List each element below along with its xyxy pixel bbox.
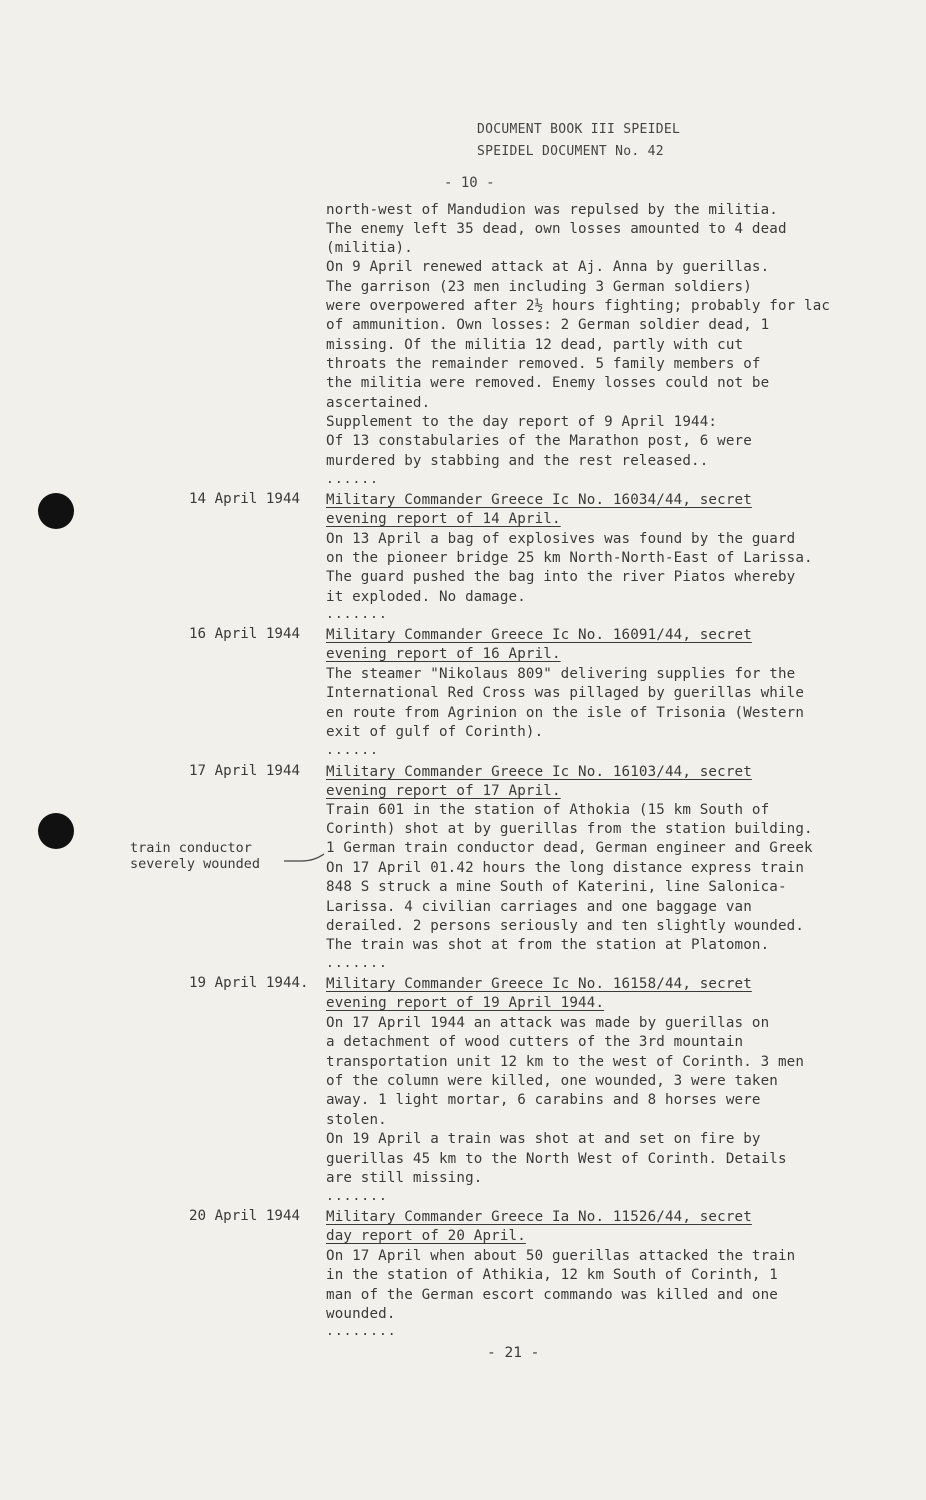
text-line: exit of gulf of Corinth). xyxy=(326,724,544,740)
text-line: transportation unit 12 km to the west of Corinth. 3 men xyxy=(326,1054,805,1070)
entry-date: 19 April 1944. xyxy=(189,975,309,991)
document-number-header: SPEIDEL DOCUMENT No. 42 xyxy=(477,144,664,159)
text-line: murdered by stabbing and the rest released.. xyxy=(326,453,709,469)
text-line: were overpowered after 2½ hours fighting; probably for lac xyxy=(326,298,831,314)
entry-reference: Military Commander Greece Ic No. 16034/44, secret xyxy=(326,492,752,508)
text-line: The guard pushed the bag into the river Piatos whereby xyxy=(326,569,796,585)
text-line: On 13 April a bag of explosives was found by the guard xyxy=(326,531,796,547)
margin-annotation: severely wounded xyxy=(130,856,261,872)
text-line: Train 601 in the station of Athokia (15 km South of xyxy=(326,802,770,818)
text-line: man of the German escort commando was killed and one xyxy=(326,1287,778,1303)
page-number: - 10 - xyxy=(444,175,495,191)
entry-reference: Military Commander Greece Ic No. 16158/44, secret xyxy=(326,976,752,992)
entry-date: 20 April 1944 xyxy=(189,1208,301,1224)
separator-dots: ....... xyxy=(326,1189,388,1204)
entry-reference: Military Commander Greece Ic No. 16091/44, secret xyxy=(326,627,752,643)
text-line: Corinth) shot at by guerillas from the station building. xyxy=(326,821,813,837)
document-book-header: DOCUMENT BOOK III SPEIDEL xyxy=(477,122,681,137)
punch-hole xyxy=(38,813,74,849)
text-line: the militia were removed. Enemy losses could not be xyxy=(326,375,770,391)
text-line: it exploded. No damage. xyxy=(326,589,526,605)
text-line: On 19 April a train was shot at and set on fire by xyxy=(326,1131,761,1147)
text-line: are still missing. xyxy=(326,1170,483,1186)
text-line: wounded. xyxy=(326,1306,396,1322)
text-line: on the pioneer bridge 25 km North-North-East of Larissa. xyxy=(326,550,813,566)
text-line: stolen. xyxy=(326,1112,387,1128)
margin-annotation: train conductor xyxy=(130,840,252,856)
text-line: International Red Cross was pillaged by guerillas while xyxy=(326,685,805,701)
text-line: On 17 April when about 50 guerillas attacked the train xyxy=(326,1248,796,1264)
entry-reference: evening report of 14 April. xyxy=(326,511,561,527)
text-line: Of 13 constabularies of the Marathon post, 6 were xyxy=(326,433,752,449)
text-line: throats the remainder removed. 5 family members of xyxy=(326,356,761,372)
entry-date: 16 April 1944 xyxy=(189,626,301,642)
text-line: of ammunition. Own losses: 2 German soldier dead, 1 xyxy=(326,317,770,333)
text-line: 1 German train conductor dead, German engineer and Greek xyxy=(326,840,813,856)
text-line: On 9 April renewed attack at Aj. Anna by guerillas. xyxy=(326,259,770,275)
separator-dots: ....... xyxy=(326,956,388,971)
text-line: north-west of Mandudion was repulsed by the militia. xyxy=(326,202,778,218)
text-line: The train was shot at from the station at Platomon. xyxy=(326,937,770,953)
text-line: The steamer "Nikolaus 809" delivering supplies for the xyxy=(326,666,796,682)
entry-date: 17 April 1944 xyxy=(189,763,301,779)
separator-dots: ....... xyxy=(326,607,388,622)
text-line: Larissa. 4 civilian carriages and one baggage van xyxy=(326,899,752,915)
separator-dots: ...... xyxy=(326,743,379,758)
text-line: guerillas 45 km to the North West of Corinth. Details xyxy=(326,1151,787,1167)
text-line: 848 S struck a mine South of Katerini, line Salonica- xyxy=(326,879,787,895)
text-line: On 17 April 01.42 hours the long distance express train xyxy=(326,860,805,876)
entry-reference: day report of 20 April. xyxy=(326,1228,526,1244)
entry-reference: evening report of 17 April. xyxy=(326,783,561,799)
text-line: derailed. 2 persons seriously and ten slightly wounded. xyxy=(326,918,805,934)
text-line: On 17 April 1944 an attack was made by guerillas on xyxy=(326,1015,770,1031)
text-line: missing. Of the militia 12 dead, partly with cut xyxy=(326,337,744,353)
text-line: away. 1 light mortar, 6 carabins and 8 horses were xyxy=(326,1092,761,1108)
separator-dots: ........ xyxy=(326,1324,397,1339)
text-line: The garrison (23 men including 3 German soldiers) xyxy=(326,279,752,295)
annotation-arrow-icon xyxy=(284,853,326,867)
text-line: en route from Agrinion on the isle of Trisonia (Western xyxy=(326,705,805,721)
entry-date: 14 April 1944 xyxy=(189,491,301,507)
separator-dots: ...... xyxy=(326,472,379,487)
punch-hole xyxy=(38,493,74,529)
document-page-number: - 21 - xyxy=(487,1345,540,1361)
text-line: ascertained. xyxy=(326,395,431,411)
entry-reference: Military Commander Greece Ic No. 16103/44, secret xyxy=(326,764,752,780)
entry-reference: evening report of 16 April. xyxy=(326,646,561,662)
text-line: a detachment of wood cutters of the 3rd mountain xyxy=(326,1034,744,1050)
text-line: of the column were killed, one wounded, 3 were taken xyxy=(326,1073,778,1089)
text-line: Supplement to the day report of 9 April 1944: xyxy=(326,414,718,430)
text-line: (militia). xyxy=(326,240,413,256)
text-line: in the station of Athikia, 12 km South of Corinth, 1 xyxy=(326,1267,778,1283)
entry-reference: Military Commander Greece Ia No. 11526/44, secret xyxy=(326,1209,752,1225)
entry-reference: evening report of 19 April 1944. xyxy=(326,995,605,1011)
text-line: The enemy left 35 dead, own losses amounted to 4 dead xyxy=(326,221,787,237)
